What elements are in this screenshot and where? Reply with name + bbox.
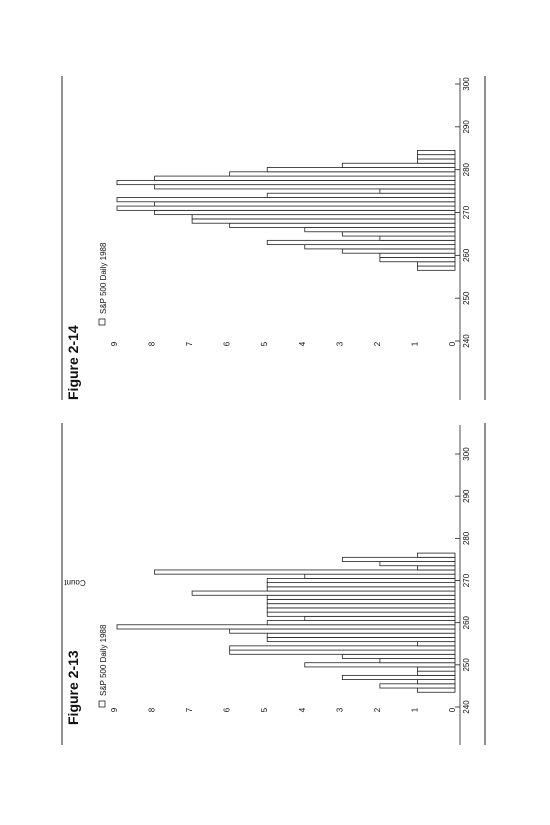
fig-2-13-y-axis-title: Count xyxy=(64,578,86,587)
fig-2-13-bar xyxy=(417,680,455,684)
fig-2-14-bar xyxy=(342,249,455,253)
fig-2-13-bar xyxy=(267,599,455,603)
fig-2-14-y-tick-label: 3 xyxy=(335,341,345,347)
fig-2-13-y-tick-label: 5 xyxy=(260,707,270,713)
fig-2-14-bar xyxy=(230,223,455,227)
fig-2-14-bar xyxy=(380,253,455,257)
fig-2-14-y-tick-label: 9 xyxy=(110,341,119,347)
fig-2-13-legend-label: S&P 500 Daily 1988 xyxy=(99,624,108,696)
fig-2-13-x-tick-label: 290 xyxy=(462,489,471,503)
fig-2-13-x-tick-label: 250 xyxy=(462,658,471,672)
fig-2-13-bar xyxy=(380,684,455,688)
fig-2-13-bar xyxy=(342,654,455,658)
fig-2-13-y-tick-label: 6 xyxy=(222,707,232,713)
fig-2-14-bar xyxy=(155,202,455,206)
fig-2-14-bar xyxy=(417,262,455,266)
fig-2-13-bar xyxy=(192,591,455,595)
fig-2-14-bar xyxy=(417,155,455,159)
fig-2-13-bar xyxy=(267,583,455,587)
fig-2-13-bar xyxy=(155,570,455,574)
fig-2-13-bar xyxy=(417,642,455,646)
fig-2-13-legend-marker xyxy=(99,701,105,707)
fig-2-14-x-tick-label: 280 xyxy=(462,162,471,177)
fig-2-14-x-tick-label: 290 xyxy=(462,120,471,134)
fig-2-14-bar xyxy=(380,257,455,261)
fig-2-14-y-tick-label: 0 xyxy=(448,341,457,347)
fig-2-14-y-tick-label: 5 xyxy=(260,341,270,347)
fig-2-14-bar xyxy=(117,180,455,184)
fig-2-14-x-tick-label: 260 xyxy=(462,248,471,263)
fig-2-13-bar xyxy=(230,629,455,633)
fig-2-13-bar xyxy=(267,621,455,625)
fig-2-14-bar xyxy=(117,206,455,210)
fig-2-13-y-tick-label: 3 xyxy=(335,707,345,713)
fig-2-14-bar xyxy=(305,227,455,231)
fig-2-13-x-tick-label: 270 xyxy=(462,573,471,588)
fig-2-13-bar xyxy=(230,650,455,654)
fig-2-14-bar xyxy=(417,159,455,163)
fig-2-13-bar xyxy=(267,637,455,641)
fig-2-14-x-tick-label: 300 xyxy=(462,77,471,91)
fig-2-14-bar xyxy=(267,240,455,244)
fig-2-13-bar xyxy=(267,595,455,599)
fig-2-14-bar xyxy=(267,193,455,197)
fig-2-14-y-tick-label: 6 xyxy=(222,341,232,347)
fig-2-14-y-tick-label: 7 xyxy=(185,341,195,347)
fig-2-13-bar xyxy=(417,667,455,671)
fig-2-14-bar xyxy=(305,245,455,249)
fig-2-13-bar xyxy=(417,688,455,692)
fig-2-13-bar xyxy=(267,578,455,582)
fig-2-13-bar xyxy=(417,671,455,675)
fig-2-13-x-tick-label: 260 xyxy=(462,615,471,630)
figure-2-13-chart xyxy=(62,423,485,745)
fig-2-13-bar xyxy=(267,633,455,637)
fig-2-14-x-tick-label: 270 xyxy=(462,205,471,220)
fig-2-13-y-tick-label: 1 xyxy=(410,707,420,713)
fig-2-14-bar xyxy=(342,163,455,167)
fig-2-13-bar xyxy=(417,553,455,557)
fig-2-14-legend-marker xyxy=(99,319,105,325)
fig-2-14-bar xyxy=(342,232,455,236)
fig-2-14-bar xyxy=(230,172,455,176)
fig-2-14-bar xyxy=(155,210,455,214)
fig-2-14-y-tick-label: 2 xyxy=(372,341,382,347)
fig-2-14-title: Figure 2-14 xyxy=(65,325,81,400)
fig-2-14-bar xyxy=(417,150,455,154)
fig-2-13-bar xyxy=(380,562,455,566)
fig-2-14-y-tick-label: 1 xyxy=(410,341,420,347)
fig-2-13-bar xyxy=(230,646,455,650)
fig-2-14-bar xyxy=(192,219,455,223)
fig-2-13-bar xyxy=(305,663,455,667)
fig-2-13-bar xyxy=(267,587,455,591)
fig-2-14-legend-label: S&P 500 Daily 1988 xyxy=(99,242,108,314)
fig-2-13-bar xyxy=(305,574,455,578)
fig-2-13-bar xyxy=(417,566,455,570)
fig-2-13-bar xyxy=(267,612,455,616)
fig-2-13-y-tick-label: 7 xyxy=(185,707,195,713)
fig-2-13-bar xyxy=(342,675,455,679)
fig-2-13-bar xyxy=(342,557,455,561)
fig-2-14-bar xyxy=(117,198,455,202)
fig-2-14-bar xyxy=(380,189,455,193)
fig-2-14-bar xyxy=(417,266,455,270)
fig-2-14-y-tick-label: 4 xyxy=(297,341,307,347)
fig-2-13-x-tick-label: 240 xyxy=(462,700,471,714)
fig-2-13-y-tick-label: 2 xyxy=(372,707,382,713)
fig-2-14-bar xyxy=(380,236,455,240)
fig-2-13-y-tick-label: 0 xyxy=(448,707,457,713)
fig-2-13-bar xyxy=(380,659,455,663)
fig-2-14-bar xyxy=(192,215,455,219)
fig-2-13-y-tick-label: 8 xyxy=(147,707,157,713)
fig-2-13-bar xyxy=(267,604,455,608)
fig-2-13-bar xyxy=(267,608,455,612)
fig-2-13-y-tick-label: 4 xyxy=(297,707,307,713)
fig-2-13-x-tick-label: 280 xyxy=(462,531,471,546)
fig-2-14-bar xyxy=(267,168,455,172)
fig-2-13-bar xyxy=(117,625,455,629)
fig-2-14-x-tick-label: 250 xyxy=(462,291,471,305)
figure-2-14-chart xyxy=(62,76,485,400)
fig-2-13-x-tick-label: 300 xyxy=(462,447,471,461)
fig-2-14-bar xyxy=(155,176,455,180)
fig-2-13-title: Figure 2-13 xyxy=(65,650,81,725)
fig-2-13-y-tick-label: 9 xyxy=(110,707,119,713)
fig-2-14-bar xyxy=(155,185,455,189)
fig-2-13-bar xyxy=(305,616,455,620)
fig-2-14-x-tick-label: 240 xyxy=(462,334,471,348)
fig-2-14-y-tick-label: 8 xyxy=(147,341,157,347)
